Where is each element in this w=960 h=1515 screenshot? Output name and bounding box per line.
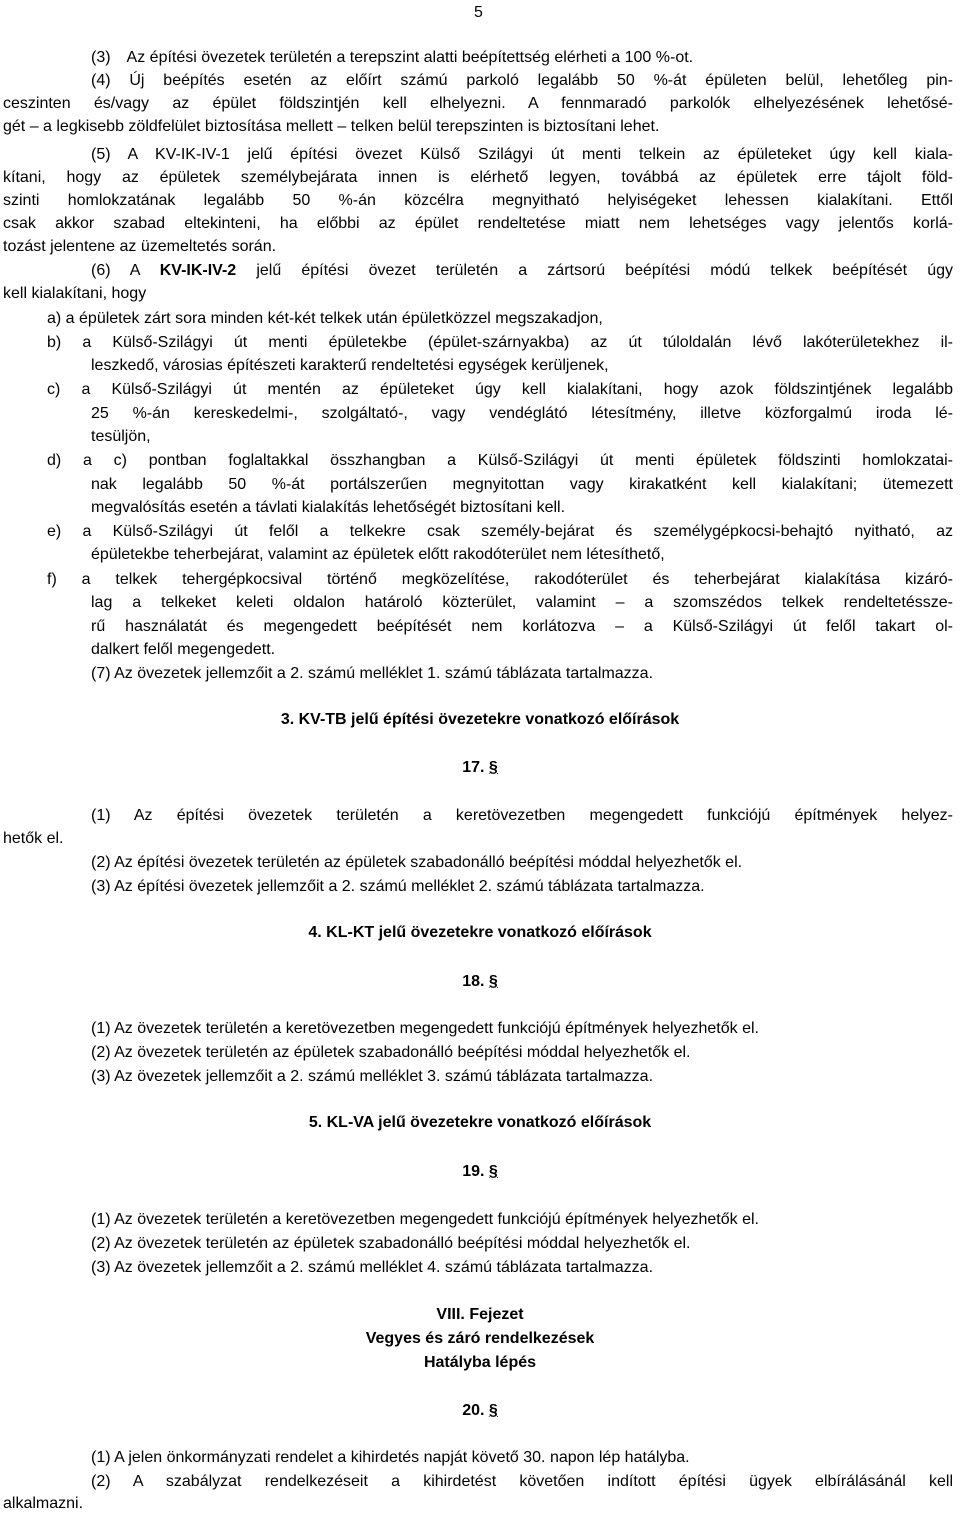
section-sign: § <box>488 1402 498 1419</box>
s17-paragraph-1-line-2: hetők el. <box>3 830 64 847</box>
paragraph-4-line-2: ceszinten és/vagy az épület földszintjén kell elhelyezni. A fennmaradó parkolók elhelyezésének lehetősé- <box>3 95 953 112</box>
section-heading-4: 4. KL-KT jelű övezetekre vonatkozó előírások <box>308 924 652 941</box>
chapter-subtitle: Hatályba lépés <box>423 1354 537 1371</box>
section-20-title <box>0 1401 960 1421</box>
item-c-line-2: 25 %-án kereskedelmi-, szolgáltató-, vagy vendéglátó létesítmény, illetve közforgalmú iroda lé- <box>91 405 953 422</box>
paragraph-7: (7) Az övezetek jellemzőit a 2. számú melléklet 1. számú táblázata tartalmazza. <box>91 665 654 682</box>
paragraph-6-line-2: kell kialakítani, hogy <box>3 285 147 302</box>
item-d-line-1: d) a c) pontban foglaltakkal összhangban a Külső-Szilágyi út menti épületek földszinti homlokzatai- <box>47 452 953 469</box>
s18-paragraph-1: (1) Az övezetek területén a keretövezetben megengedett funkciójú építmények helyezhetők el. <box>91 1020 759 1037</box>
section-18-title <box>0 972 960 992</box>
item-b-line-1: b) a Külső-Szilágyi út menti épületekbe (épület-szárnyakba) az út túloldalán lévő lakóterületekhez il- <box>47 334 953 351</box>
item-b-line-2: leszkedő, városias építészeti karakterű rendeltetési egységek kerüljenek, <box>91 357 609 374</box>
s19-paragraph-3: (3) Az övezetek jellemzőit a 2. számú melléklet 4. számú táblázata tartalmazza. <box>91 1259 654 1276</box>
s18-paragraph-2: (2) Az övezetek területén az épületek szabadonálló beépítési móddal helyezhetők el. <box>91 1044 691 1061</box>
section-17-title <box>0 758 960 778</box>
section-20-number: 20. <box>462 1402 485 1419</box>
item-f-line-2: lag a telkeket keleti oldalon határoló közterület, valamint – a szomszédos telkek rendeltetéssze- <box>91 594 953 611</box>
section-19-number: 19. <box>462 1163 485 1180</box>
paragraph-5-line-2: kítani, hogy az épületek személybejárata innen is elérhető legyen, továbbá az épületek erre tájolt föld- <box>3 169 953 186</box>
item-e-line-1: e) a Külső-Szilágyi út felől a telkekre csak személy-bejárat és személygépkocsi-behajtó nyitható, az <box>47 523 953 540</box>
section-18-number: 18. <box>462 973 485 990</box>
section-heading-3: 3. KV-TB jelű építési övezetekre vonatkozó előírások <box>280 711 680 728</box>
paragraph-6-prefix: (6) A <box>91 262 160 279</box>
item-f-line-1: f) a telkek tehergépkocsival történő megközelítése, rakodóterület és teherbejárat kialakítása kizáró- <box>47 571 953 588</box>
section-sign: § <box>488 973 498 990</box>
section-sign: § <box>488 759 498 776</box>
section-19-title <box>0 1162 960 1182</box>
paragraph-4-line-3: gét – a legkisebb zöldfelület biztosítása mellett – telken belül terepszinten is biztosítani lehet. <box>3 118 660 135</box>
chapter-number: VIII. Fejezet <box>436 1306 524 1323</box>
section-sign: § <box>488 1163 498 1180</box>
s20-paragraph-1: (1) A jelen önkormányzati rendelet a kihirdetés napját követő 30. napon lép hatályba. <box>91 1449 690 1466</box>
item-a: a) a épületek zárt sora minden két-két telkek után épületközzel megszakadjon, <box>47 310 603 327</box>
s18-paragraph-3: (3) Az övezetek jellemzőit a 2. számú melléklet 3. számú táblázata tartalmazza. <box>91 1068 654 1085</box>
item-e-line-2: épületekbe teherbejárat, valamint az épületek előtt rakodóterület nem létesíthető, <box>91 546 665 563</box>
s17-paragraph-2: (2) Az építési övezetek területén az épületek szabadonálló beépítési móddal helyezhetők el. <box>91 854 743 871</box>
paragraph-4-line-1: (4) Új beépítés esetén az előírt számú parkoló legalább 50 %-át épületen belül, lehetőleg pin- <box>91 72 953 89</box>
chapter-title: Vegyes és záró rendelkezések <box>365 1330 595 1347</box>
paragraph-5-line-3: szinti homlokzatának legalább 50 %-án közcélra megnyitható helyiségeket lehessen kialakítani. Ettől <box>3 192 953 209</box>
item-f-line-3: rű használatát és megengedett beépítését nem korlátozva – a Külső-Szilágyi út felől takart ol- <box>91 618 953 635</box>
s20-paragraph-2-line-1: (2) A szabályzat rendelkezéseit a kihirdetést követően indított építési ügyek elbírálásánál kell <box>91 1473 953 1490</box>
section-17-number: 17. <box>462 759 485 776</box>
s17-paragraph-1-line-1: (1) Az építési övezetek területén a keretövezetben megengedett funkciójú építmények helyez- <box>91 807 953 824</box>
item-f-line-4: dalkert felől megengedett. <box>91 641 276 658</box>
paragraph-6-rest: jelű építési övezet területén a zártsorú beépítési módú telkek beépítését úgy <box>236 262 953 279</box>
s19-paragraph-2: (2) Az övezetek területén az épületek szabadonálló beépítési móddal helyezhetők el. <box>91 1235 691 1252</box>
item-d-line-3: megvalósítás esetén a távlati kialakítás lehetőségét biztosítani kell. <box>91 499 566 516</box>
item-d-line-2: nak legalább 50 %-át portálszerűen megnyitottan vagy kirakatként kell kialakítani; ütemezett <box>91 476 953 493</box>
section-heading-5: 5. KL-VA jelű övezetekre vonatkozó előírások <box>308 1114 652 1131</box>
item-c-line-3: tesüljön, <box>91 428 151 445</box>
page-number: 5 <box>474 4 483 21</box>
paragraph-5-line-5: tozást jelentene az üzemeltetés során. <box>3 238 277 255</box>
s17-paragraph-3: (3) Az építési övezetek jellemzőit a 2. számú melléklet 2. számú táblázata tartalmazza. <box>91 878 705 895</box>
paragraph-6-line-1 <box>91 261 953 281</box>
item-c-line-1: c) a Külső-Szilágyi út mentén az épületeket úgy kell kialakítani, hogy azok földszintjének legalább <box>47 381 953 398</box>
paragraph-3: (3) Az építési övezetek területén a terepszint alatti beépítettség elérheti a 100 %-ot. <box>91 49 694 66</box>
zone-code: KV-IK-IV-2 <box>159 262 237 279</box>
s19-paragraph-1: (1) Az övezetek területén a keretövezetben megengedett funkciójú építmények helyezhetők el. <box>91 1211 759 1228</box>
s20-paragraph-2-line-2: alkalmazni. <box>3 1495 84 1512</box>
paragraph-5-line-1: (5) A KV-IK-IV-1 jelű építési övezet Külső Szilágyi út menti telkein az épületeket úgy kell kiala- <box>91 146 953 163</box>
paragraph-5-line-4: csak akkor szabad eltekinteni, ha előbbi az épület rendeltetése miatt nem lehetséges vagy jelentős korlá- <box>3 215 953 232</box>
